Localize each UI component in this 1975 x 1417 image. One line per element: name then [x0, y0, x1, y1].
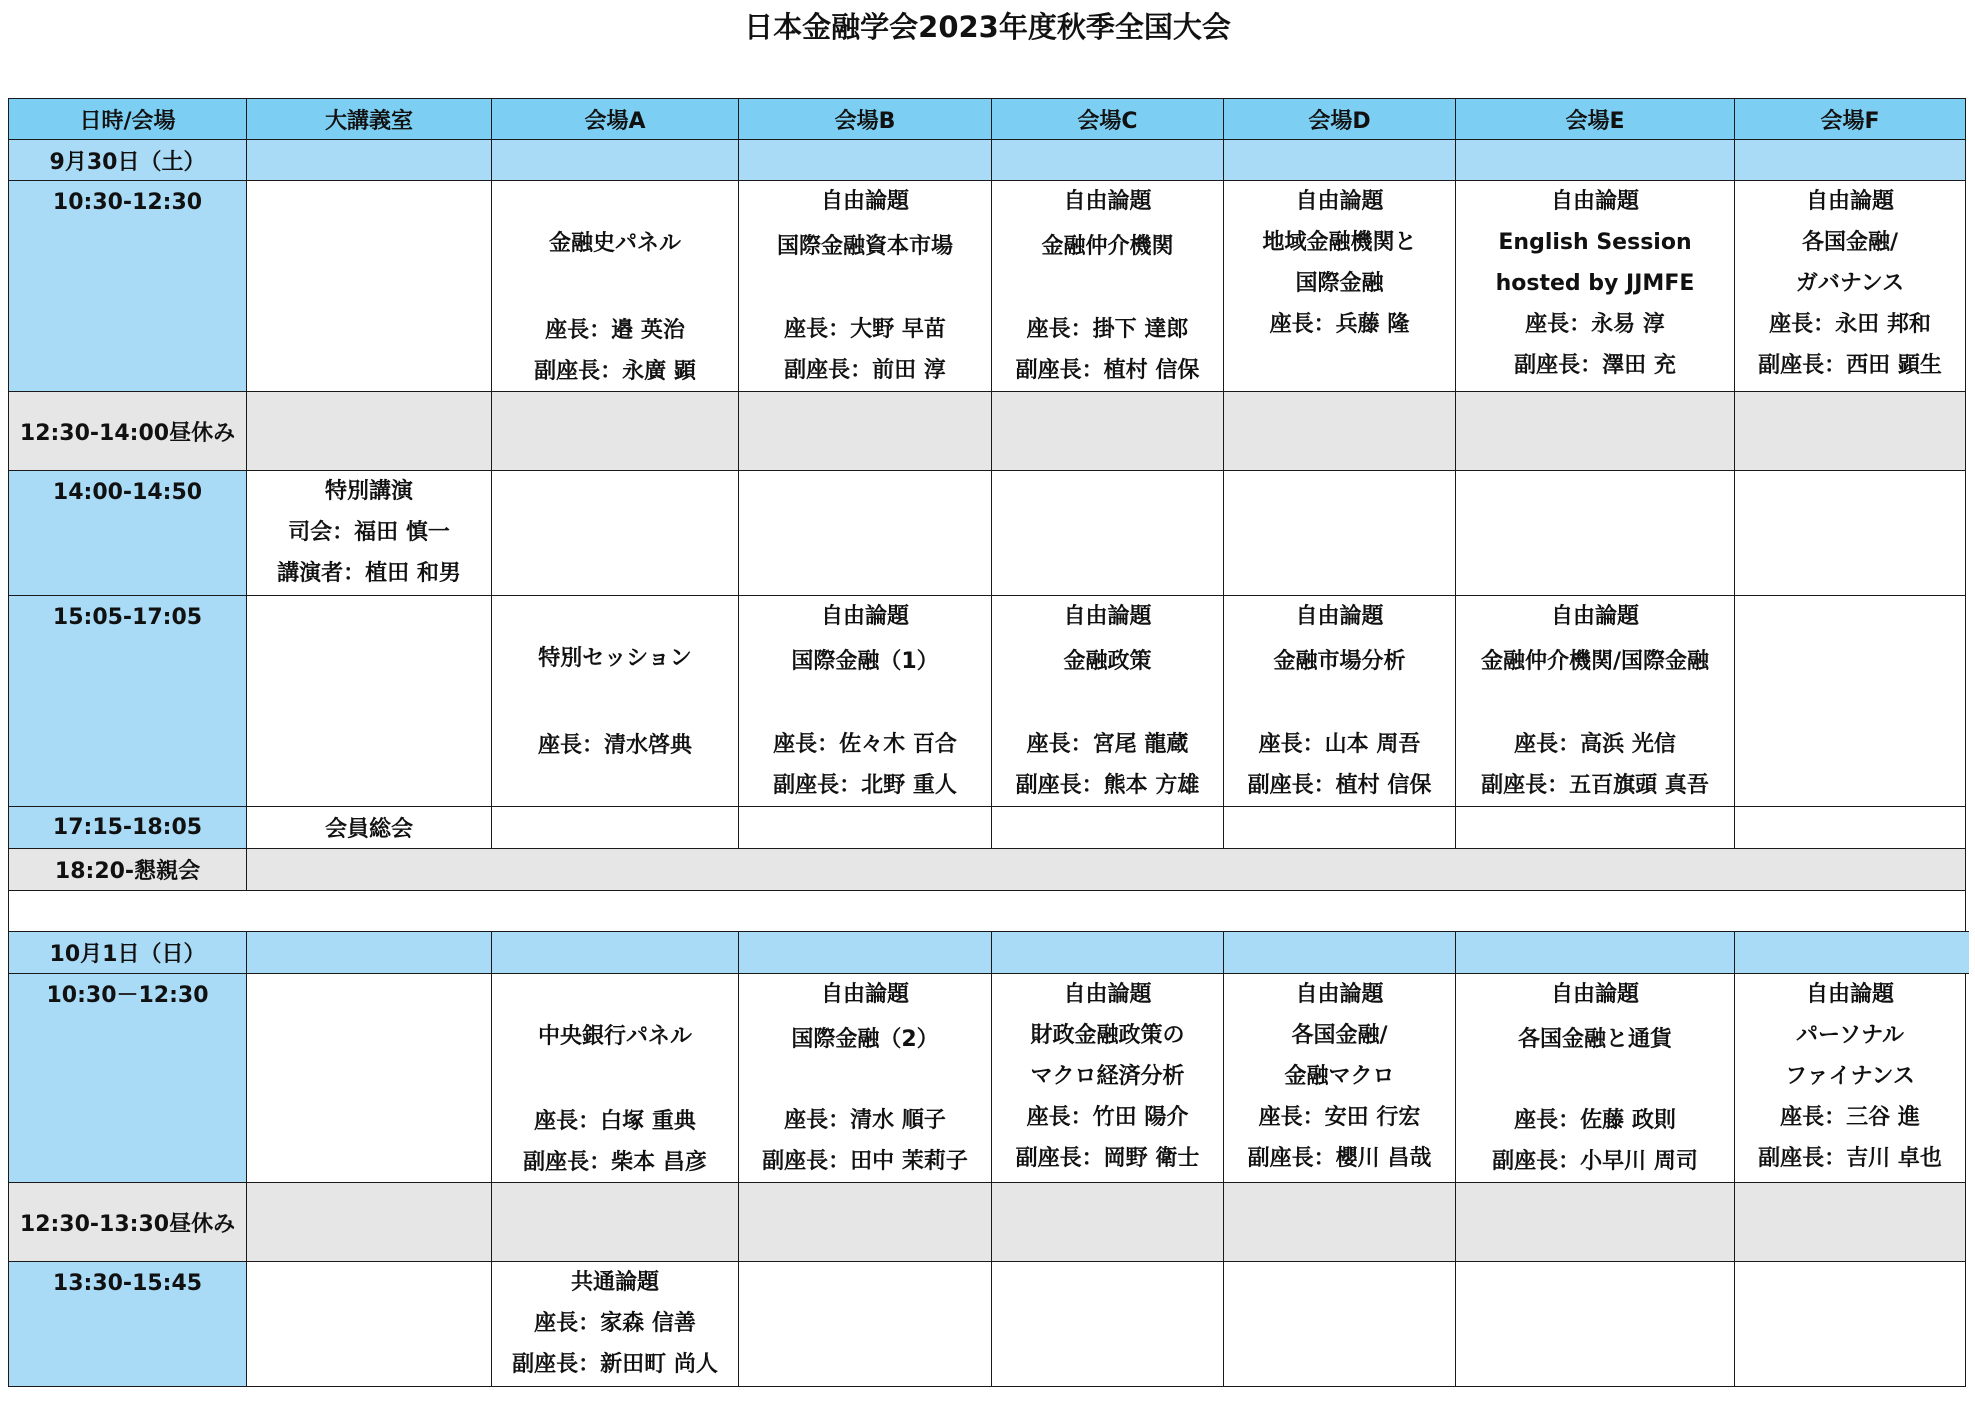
day2-lunch-cell — [1455, 1182, 1735, 1262]
day1-slot4-lecture-hall — [246, 806, 492, 849]
session-category: 自由論題 — [1063, 604, 1152, 629]
session-chair: 座長：安田 行宏 — [1258, 1105, 1421, 1130]
day1-slot2-venue-e — [1455, 470, 1735, 596]
day1-slot4-venue-d — [1223, 806, 1456, 849]
day1-slot1-venue-a — [491, 180, 739, 392]
day1-lunch-cell — [738, 391, 992, 471]
session-category: 自由論題 — [1805, 982, 1894, 1007]
reception-label: 18:20-懇親会 — [54, 859, 201, 884]
day1-reception-label — [8, 848, 247, 891]
day1-lunch-cell — [1223, 391, 1456, 471]
day1-slot2-venue-a — [491, 470, 739, 596]
day1-slot1-venue-c — [991, 180, 1224, 392]
day2-slot1-venue-b — [738, 973, 992, 1183]
session-title-line2: ファイナンス — [1785, 1064, 1915, 1089]
session-title: 特別セッション — [538, 646, 692, 671]
header-venue-a — [491, 98, 739, 140]
day2-lunch-cell — [991, 1182, 1224, 1262]
session-vice-chair: 副座長：植村 信保 — [1247, 773, 1432, 798]
day1-slot1-venue-f — [1734, 180, 1966, 392]
session-title-line1: 各国金融/ — [1291, 1023, 1388, 1048]
session-category: 自由論題 — [1550, 189, 1639, 214]
time-label: 14:00-14:50 — [52, 480, 203, 505]
header-venue-d — [1223, 98, 1456, 140]
day2-date-filler — [491, 931, 739, 974]
session-title-line1: 地域金融機関と — [1262, 230, 1417, 255]
day2-slot2-venue-c — [991, 1261, 1224, 1387]
day1-lunch-cell — [1734, 391, 1966, 471]
session-title: 各国金融と通貨 — [1517, 1027, 1672, 1052]
day1-slot1-venue-d — [1223, 180, 1456, 392]
session-chair: 座長：大野 早苗 — [784, 317, 946, 342]
session-chair: 座長：山本 周吾 — [1258, 732, 1421, 757]
day1-reception-span — [246, 848, 1966, 891]
session-vice-chair: 副座長：小早川 周司 — [1492, 1149, 1698, 1174]
session-title-line2: hosted by JJMFE — [1495, 271, 1695, 296]
header-label: 大講義室 — [324, 108, 413, 134]
session-chair: 座長：家森 信善 — [534, 1311, 696, 1336]
session-chair: 座長：永易 淳 — [1525, 312, 1665, 337]
day2-date-filler — [1455, 931, 1735, 974]
time-label: 15:05-17:05 — [52, 605, 203, 630]
session-category: 自由論題 — [1550, 982, 1639, 1007]
day1-slot4-venue-e — [1455, 806, 1735, 849]
session-category: 自由論題 — [1295, 189, 1384, 214]
day2-date-filler — [738, 931, 992, 974]
session-category: 自由論題 — [820, 982, 909, 1007]
day2-lunch-label — [8, 1182, 247, 1262]
day2-slot1-venue-d — [1223, 973, 1456, 1183]
day2-date-filler — [1734, 931, 1969, 974]
day2-date-filler — [991, 931, 1224, 974]
general-meeting-label: 会員総会 — [324, 817, 413, 842]
page-title: 日本金融学会2023年度秋季全国大会 — [744, 10, 1231, 44]
day1-slot3-venue-e — [1455, 595, 1735, 807]
session-chair: 座長：高浜 光信 — [1514, 732, 1676, 757]
day1-date — [8, 139, 247, 181]
header-label: 日時/会場 — [79, 108, 176, 134]
day1-slot2-venue-d — [1223, 470, 1456, 596]
session-title-line2: 金融マクロ — [1284, 1064, 1395, 1089]
day2-slot2-venue-b — [738, 1261, 992, 1387]
header-venue-b — [738, 98, 992, 140]
session-category: 自由論題 — [1550, 604, 1639, 629]
session-vice-chair: 副座長：岡野 衛士 — [1015, 1146, 1200, 1171]
time-label: 13:30-15:45 — [52, 1271, 203, 1296]
day2-date — [8, 931, 247, 974]
session-chair: 座長：佐藤 政則 — [1514, 1108, 1676, 1133]
header-label: 会場A — [584, 108, 646, 134]
day1-date-filler — [738, 139, 992, 181]
session-category: 自由論題 — [820, 189, 909, 214]
day2-slot1-time — [8, 973, 247, 1183]
session-title: 国際金融資本市場 — [776, 234, 953, 259]
session-vice-chair: 副座長：新田町 尚人 — [512, 1352, 718, 1377]
day2-slot1-lecture-hall — [246, 973, 492, 1183]
day1-date-filler — [491, 139, 739, 181]
day1-slot1-venue-b — [738, 180, 992, 392]
session-title-line1: 各国金融/ — [1801, 230, 1899, 255]
session-title-line1: パーソナル — [1795, 1023, 1905, 1048]
break-label: 12:30-14:00昼休み — [19, 420, 236, 446]
session-title: 金融仲介機関/国際金融 — [1480, 649, 1710, 674]
day1-slot4-venue-a — [491, 806, 739, 849]
header-label: 会場F — [1820, 108, 1880, 134]
session-chair: 座長：佐々木 百合 — [773, 732, 957, 757]
date-label: 10月1日（日） — [49, 942, 206, 967]
day1-lunch-cell — [991, 391, 1224, 471]
header-venue-f — [1734, 98, 1966, 140]
time-label: 17:15-18:05 — [52, 815, 203, 840]
day1-slot3-lecture-hall — [246, 595, 492, 807]
session-vice-chair: 副座長：五百旗頭 真吾 — [1481, 773, 1709, 798]
session-vice-chair: 副座長：澤田 充 — [1514, 353, 1676, 378]
session-vice-chair: 副座長：永廣 顕 — [534, 359, 696, 384]
session-vice-chair: 副座長：柴本 昌彦 — [523, 1150, 707, 1175]
session-chair: 座長：掛下 達郎 — [1026, 317, 1189, 342]
lecture-title: 特別講演 — [324, 479, 413, 504]
session-title: 中央銀行パネル — [537, 1024, 692, 1049]
lecture-speaker: 講演者：植田 和男 — [277, 561, 461, 586]
day2-slot1-venue-e — [1455, 973, 1735, 1183]
header-venue-c — [991, 98, 1224, 140]
day1-slot2-venue-b — [738, 470, 992, 596]
session-chair: 座長：宮尾 龍蔵 — [1026, 732, 1189, 757]
session-title-line2: ガバナンス — [1795, 271, 1905, 296]
session-title: 金融政策 — [1063, 649, 1152, 674]
session-vice-chair: 副座長：熊本 方雄 — [1015, 773, 1200, 798]
session-title: 金融史パネル — [548, 231, 681, 256]
day1-lunch-cell — [491, 391, 739, 471]
session-category: 自由論題 — [1063, 189, 1152, 214]
session-chair: 座長：邉 英治 — [545, 318, 685, 343]
break-label: 12:30-13:30昼休み — [19, 1211, 236, 1237]
day2-slot2-venue-f — [1734, 1261, 1966, 1387]
session-vice-chair: 副座長：西田 顕生 — [1758, 353, 1942, 378]
day1-slot1-time — [8, 180, 247, 392]
day1-lunch-label — [8, 391, 247, 471]
header-label: 会場C — [1077, 108, 1138, 134]
day1-slot3-venue-d — [1223, 595, 1456, 807]
day2-slot2-time — [8, 1261, 247, 1387]
header-venue-e — [1455, 98, 1735, 140]
session-chair: 座長：兵藤 隆 — [1269, 312, 1410, 337]
session-chair: 座長：白塚 重典 — [534, 1109, 696, 1134]
day1-slot2-venue-f — [1734, 470, 1966, 596]
day2-date-filler — [1223, 931, 1456, 974]
header-label: 会場B — [834, 108, 896, 134]
day1-slot4-time — [8, 806, 247, 849]
day1-slot4-venue-c — [991, 806, 1224, 849]
session-vice-chair: 副座長：吉川 卓也 — [1758, 1146, 1942, 1171]
session-vice-chair: 副座長：前田 淳 — [784, 358, 946, 383]
day1-lunch-cell — [1455, 391, 1735, 471]
day1-lunch-cell — [246, 391, 492, 471]
session-title: 金融仲介機関 — [1041, 234, 1174, 259]
day1-date-filler — [991, 139, 1224, 181]
header-datetime — [8, 98, 247, 140]
session-chair: 座長：永田 邦和 — [1769, 312, 1931, 337]
time-label: 10:30-12:30 — [52, 190, 203, 215]
session-chair: 座長：清水啓典 — [537, 733, 692, 758]
session-title-line2: マクロ経済分析 — [1030, 1064, 1185, 1089]
day2-slot2-venue-d — [1223, 1261, 1456, 1387]
header-label: 会場E — [1565, 108, 1625, 134]
day2-lunch-cell — [738, 1182, 992, 1262]
session-category: 自由論題 — [1295, 982, 1384, 1007]
header-lecture-hall — [246, 98, 492, 140]
time-label: 10:30－12:30 — [46, 983, 209, 1008]
day2-date-filler — [246, 931, 492, 974]
day2-slot1-venue-f — [1734, 973, 1966, 1183]
session-category: 自由論題 — [1063, 982, 1152, 1007]
day1-date-filler — [1455, 139, 1735, 181]
day1-slot2-venue-c — [991, 470, 1224, 596]
session-vice-chair: 副座長：櫻川 昌哉 — [1247, 1146, 1432, 1171]
day1-slot3-venue-b — [738, 595, 992, 807]
day1-date-filler — [1223, 139, 1456, 181]
session-title-line2: 国際金融 — [1295, 271, 1384, 296]
session-chair: 座長：清水 順子 — [784, 1108, 946, 1133]
day1-slot3-time — [8, 595, 247, 807]
day1-slot3-venue-c — [991, 595, 1224, 807]
session-category: 自由論題 — [1295, 604, 1384, 629]
day2-lunch-cell — [1734, 1182, 1966, 1262]
session-title-line1: 財政金融政策の — [1030, 1023, 1185, 1048]
day1-date-filler — [1734, 139, 1966, 181]
session-chair: 座長：竹田 陽介 — [1026, 1105, 1189, 1130]
day2-slot1-venue-c — [991, 973, 1224, 1183]
session-title: 共通論題 — [570, 1270, 659, 1295]
session-vice-chair: 副座長：北野 重人 — [773, 773, 957, 798]
lecture-moderator: 司会：福田 慎一 — [288, 520, 450, 545]
header-label: 会場D — [1308, 108, 1371, 134]
day2-lunch-cell — [1223, 1182, 1456, 1262]
day1-slot1-venue-e — [1455, 180, 1735, 392]
session-title: 国際金融（2） — [791, 1027, 939, 1052]
session-vice-chair: 副座長：田中 茉莉子 — [762, 1149, 968, 1174]
session-title-line1: English Session — [1498, 230, 1692, 255]
day1-slot3-venue-f — [1734, 595, 1966, 807]
session-title: 国際金融（1） — [791, 649, 939, 674]
session-category: 自由論題 — [1805, 189, 1894, 214]
day1-slot3-venue-a — [491, 595, 739, 807]
day2-lunch-cell — [246, 1182, 492, 1262]
session-chair: 座長：三谷 進 — [1780, 1105, 1920, 1130]
day2-lunch-cell — [491, 1182, 739, 1262]
day2-slot2-venue-e — [1455, 1261, 1735, 1387]
day1-slot2-time — [8, 470, 247, 596]
day1-slot4-venue-f — [1734, 806, 1966, 849]
day2-slot1-venue-a — [491, 973, 739, 1183]
day1-date-filler — [246, 139, 492, 181]
date-label: 9月30日（土） — [49, 149, 206, 175]
session-category: 自由論題 — [820, 604, 909, 629]
session-vice-chair: 副座長：植村 信保 — [1015, 358, 1200, 383]
day1-slot4-venue-b — [738, 806, 992, 849]
day1-slot2-lecture-hall — [246, 470, 492, 596]
day2-slot2-lecture-hall — [246, 1261, 492, 1387]
day2-slot2-venue-a — [491, 1261, 739, 1387]
session-title: 金融市場分析 — [1273, 649, 1406, 674]
day1-slot1-lecture-hall — [246, 180, 492, 392]
blank-separator-row — [8, 890, 1966, 932]
